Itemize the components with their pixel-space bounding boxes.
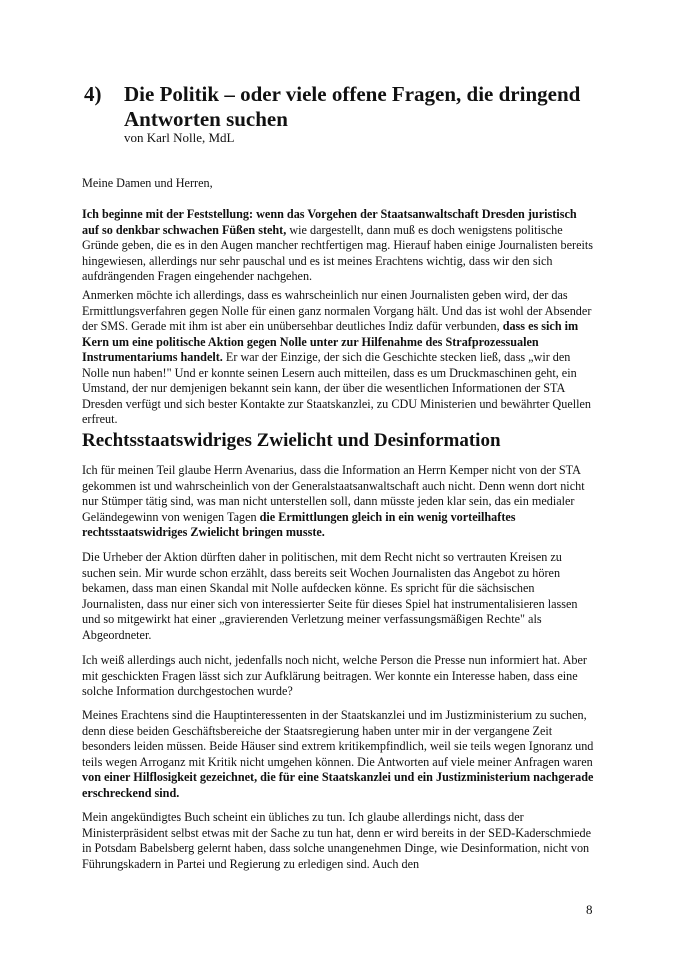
paragraph-3	[82, 463, 594, 541]
paragraph-6	[82, 708, 594, 801]
section-title: Die Politik – oder viele offene Fragen, die dringend Antworten suchen	[124, 82, 581, 131]
paragraph-5-text: Ich weiß allerdings auch nicht, jedenfalls noch nicht, welche Person die Presse nun informiert hat. Aber mit geschickten Fragen lässt sich zur Aufklärung beitragen. Wer konnte ein Interesse haben, dass eine solche Information durchgestochen wurde?	[82, 653, 587, 698]
paragraph-4-text: Die Urheber der Aktion dürften daher in politischen, mit dem Recht nicht so vertrauten Kreisen zu suchen sein. Mir wurde schon erzählt, dass bereits seit Wochen Journalisten das Angebot zu hören bekamen, dass man einen Skandal mit Nolle aufdecken könne. Es spricht für die sächsischen Journalisten, dass nur einer sich von interessierter Seite für dieses Spiel hat instrumentalisieren lassen und so mitgewirkt hat einer „gravierenden Verletzung meiner verfassungsmäßigen Rechte" als Abgeordneter.	[82, 550, 578, 642]
section-heading	[84, 82, 604, 132]
salutation-text: Meine Damen und Herren,	[82, 176, 213, 190]
paragraph-4	[82, 550, 594, 643]
paragraph-2-start: Anmerken möchte ich allerdings, dass es wahrscheinlich nur einen Journalisten geben wird, der das Ermittlungsverfahren gegen Nolle für einen ganz normalen Vorgang hält. Und das ist wohl der Absender der SMS. Gerade mit ihm ist aber ein unübersehbar deutliches Indiz dafür verbunden,	[82, 288, 592, 333]
paragraph-7-text: Mein angekündigtes Buch scheint ein übliches zu tun. Ich glaube allerdings nicht, dass der Ministerpräsident selbst etwas mit der Sache zu tun hat, denn er wird bereits in der SED-Kaderschmiede in Potsdam Babelsberg gelernt haben, dass solche unangenehmen Dinge, wie Desinformation, nicht von Führungskadern in Partei und Regierung zu erledigen sind. Auch den	[82, 810, 592, 871]
paragraph-1-bold: Ich beginne mit der Feststellung: wenn das Vorgehen der Staatsanwaltschaft Dresden juristisch auf so denkbar schwachen Füßen steht,	[82, 207, 577, 237]
paragraph-1	[82, 207, 594, 285]
paragraph-3-start: Ich für meinen Teil glaube Herrn Avenarius, dass die Information an Herrn Kemper nicht von der STA gekommen ist und wahrscheinlich von der Generalstaatsanwaltschaft auch nicht. Denn wenn dort nicht nur Stümper tätig sind, was man nicht unterstellen soll, dann müsste jeden klar sein, das ein medialer Geländegewinn von wenigen Tagen	[82, 463, 585, 524]
author-byline: von Karl Nolle, MdL	[124, 130, 235, 145]
paragraph-6-bold: von einer Hilflosigkeit gezeichnet, die für eine Staatskanzlei und ein Justizministerium nachgerade erschreckend sind.	[82, 770, 594, 800]
subheading: Rechtsstaatswidriges Zwielicht und Desinformation	[82, 430, 501, 451]
salutation	[82, 176, 594, 192]
page-number: 8	[586, 902, 593, 917]
paragraph-1-text: wie dargestellt, dann muß es doch wenigstens politische Gründe geben, die es in den Augen mancher rechtfertigen mag. Hierauf haben einige Journalisten bereits hingewiesen, allerdings nur sehr pauschal und es ist meines Erachtens wichtig, dass wir den sich aufdrängenden Fragen eingehender nachgehen.	[82, 222, 594, 283]
section-number: 4)	[84, 82, 102, 106]
paragraph-2	[82, 288, 594, 428]
paragraph-2-rest: Er war der Einzige, der sich die Geschichte stecken ließ, dass „wir den Nolle nun haben!" Und er konnte seinen Lesern auch mitteilen, dass es um Druckmaschinen geht, ein Umstand, der nur demjenigen bekannt sein kann, der über die wesentlichen Informationen der STA Dresden verfügt und sich bester Kontakte zur Staatskanzlei, zu CDU Ministerien und bewährter Quellen erfreut.	[82, 350, 592, 426]
paragraph-6-start: Meines Erachtens sind die Hauptinteressenten in der Staatskanzlei und im Justizministerium zu suchen, denn diese beiden Geschäftsbereiche der Staatsregierung haben unter mir in der vergangene Zeit besonders leiden müssen. Beide Häuser sind extrem kritikempfindlich, weil sie teils wegen Ignoranz und teils wegen Arroganz mit Kritik nicht umgehen können. Die Antworten auf viele meiner Anfragen waren	[82, 708, 594, 769]
paragraph-5	[82, 653, 594, 700]
paragraph-2-bold: dass es sich im Kern um eine politische Aktion gegen Nolle unter zur Hilfenahme des Strafprozessualen Instrumentariums handelt.	[82, 319, 579, 364]
paragraph-7	[82, 810, 594, 872]
paragraph-3-bold: die Ermittlungen gleich in ein wenig vorteilhaftes rechtsstaatswidriges Zwielicht bringen musste.	[82, 509, 516, 539]
